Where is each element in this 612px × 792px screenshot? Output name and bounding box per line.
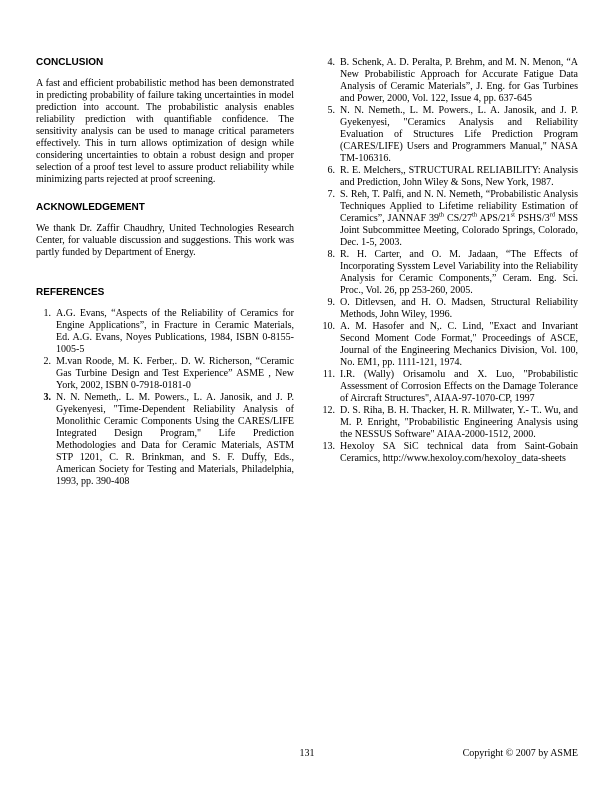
reference-text: N. N. Nemeth,. L. M. Powers., L. A. Janosik, and J. P. Gyekenyesi, "Time-Dependent Reliability Analysis of Monolithic Ceramic Components Using the CARES/LIFE Integrated Design Program," Life Prediction Methodologies and Data for Ceramic Materials, ASTM STP 1201, C. R. Brinkman, and S. F. Duffy, Eds., American Society for Testing and Materials, Philadelphia, 1993, pp. 390-408 [56,392,294,487]
conclusion-paragraph: A fast and efficient probabilistic method has been demonstrated in predicting probability of failure taking uncertainties in model prediction into account. The probabilistic analysis enables reliability prediction with quantifiable confidence. The sensitivity analysis can be used to manage critical parameters effectively. This in turn allows optimization of design while considering uncertainties to obtain a robust design and proper selection of a proof test level to assure product reliability while minimizing parts rejected at proof screening. [36,78,294,185]
reference-item [320,189,578,249]
reference-number: 4. [327,57,335,68]
reference-number: 1. [43,308,51,319]
reference-item [320,249,578,297]
copyright-notice: Copyright © 2007 by ASME [462,748,578,759]
reference-number: 6. [327,165,335,176]
reference-text: S. Reh, T. Palfi, and N. N. Nemeth, “Probabilistic Analysis Techniques Applied to Lifetime reliability Estimation of Ceramics”, JANNAF 39th CS/27th APS/21st PSHS/3rd MSS Joint Subcommittee Meeting, Colorado Springs, Colorado, Dec. 1-5, 2003. [340,189,579,248]
reference-text: A. M. Hasofer and N,. C. Lind, "Exact and Invariant Second Moment Code Format," Proceedings of ASCE, Journal of the Engineering Mechanics Division, Vol. 100, No. EM1, pp. 1111-121, 1974. [340,321,578,368]
reference-number: 11. [322,369,335,380]
reference-number: 5. [327,105,335,116]
right-column [320,57,578,488]
left-column [36,57,294,488]
reference-text: Hexoloy SA SiC technical data from Saint-Gobain Ceramics, http://www.hexoloy.com/hexoloy_data-sheets [340,441,578,464]
acknowledgement-paragraph: We thank Dr. Zaffir Chaudhry, United Technologies Research Center, for valuable discussion and suggestions. This work was partly funded by Department of Energy. [36,223,294,258]
reference-text: M.van Roode, M. K. Ferber,. D. W. Richerson, “Ceramic Gas Turbine Design and Test Experience” ASME , New York, 2002, ISBN 0-7918-0181-0 [56,356,294,391]
references-list-right [320,57,578,465]
reference-number: 12. [322,405,335,416]
reference-text: A.G. Evans, “Aspects of the Reliability of Ceramics for Engine Applications”, in Fracture in Ceramic Materials, Ed. A.G. Evans, Noyes Publications, 1984, ISBN 0-8155-1005-5 [56,308,294,355]
reference-number: 3. [43,392,51,403]
reference-item [320,441,578,465]
page-number: 131 [299,748,315,759]
reference-item [320,369,578,405]
reference-number: 2. [43,356,51,367]
reference-item [320,105,578,165]
references-heading: REFERENCES [36,287,105,298]
reference-number: 9. [327,297,335,308]
reference-number: 7. [327,189,335,200]
reference-item [320,57,578,105]
reference-number: 13. [322,441,335,452]
reference-item [320,165,578,189]
two-column-layout [36,57,578,488]
reference-item [320,321,578,369]
reference-text: I.R. (Wally) Orisamolu and X. Luo, "Probabilistic Assessment of Corrosion Effects on the Damage Tolerance of Aircraft Structures", AIAA-97-1070-CP, 1997 [340,369,578,404]
reference-text: R. H. Carter, and O. M. Jadaan, “The Effects of Incorporating Sysstem Level Variability into the Reliability Analysis for Ceramic Components,” Ceram. Eng. Sci. Proc., Vol. 26, pp 253-260, 2005. [340,249,578,296]
reference-text: N. N. Nemeth., L. M. Powers., L. A. Janosik, and J. P. Gyekenyesi, "Ceramics Analysis and Reliability Evaluation of Structures Life Prediction Program (CARES/LIFE) Users and Programmers Manual," NASA TM-106316. [340,105,578,164]
reference-number: 8. [327,249,335,260]
reference-item [320,297,578,321]
acknowledgement-heading: ACKNOWLEDGEMENT [36,202,145,213]
reference-text: R. E. Melchers,, STRUCTURAL RELIABILITY: Analysis and Prediction, John Wiley & Sons, New York, 1987. [340,165,578,188]
reference-item [36,308,294,356]
reference-item [320,405,578,441]
references-list-left [36,308,294,488]
page-footer [36,748,578,761]
reference-text: O. Ditlevsen, and H. O. Madsen, Structural Reliability Methods, John Wiley, 1996. [340,297,578,320]
reference-item [36,392,294,488]
reference-item [36,356,294,392]
conclusion-heading: CONCLUSION [36,57,104,68]
reference-text: D. S. Riha, B. H. Thacker, H. R. Millwater, Y.- T.. Wu, and M. P. Enright, "Probabilistic Engineering Analysis using the NESSUS Software" AIAA-2000-1512, 2000. [340,405,578,440]
reference-text: B. Schenk, A. D. Peralta, P. Brehm, and M. N. Menon, “A New Probabilistic Approach for Accurate Fatigue Data Analysis of Ceramic Materials”, J. Eng. for Gas Turbines and Power, 2000, Vol. 122, Issue 4, pp. 637-645 [340,57,578,104]
reference-number: 10. [322,321,335,332]
